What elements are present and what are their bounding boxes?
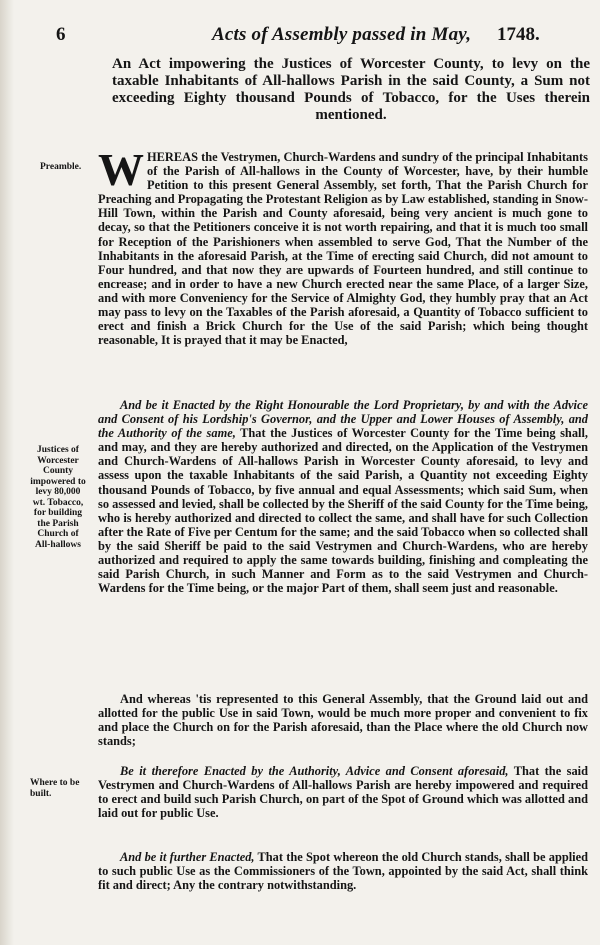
enacting-paragraph [98, 398, 588, 595]
further-paragraph [98, 850, 588, 892]
page-spine-shadow [0, 0, 14, 945]
whereas-paragraph [98, 692, 588, 748]
act-title: An Act impowering the Justices of Worcester County, to levy on the taxable Inhabitants of All-hallows Parish in the said County, a Sum not exceeding Eighty thousand Pounds of Tobacco, for the Uses therein mentioned. [112, 56, 590, 123]
running-year: 1748. [497, 24, 540, 45]
enacting-clause: And be it Enacted by the Right Honourable the Lord Proprietary, by and with the Advice and Consent of his Lordship's Governor, and the Upper and Lower Houses of Assembly, and the Authority of the same, [98, 398, 588, 441]
preamble-paragraph [98, 144, 588, 348]
therefore-paragraph [98, 764, 588, 820]
margin-note-preamble: Preamble. [40, 162, 82, 172]
further-clause: And be it further Enacted, [120, 850, 255, 864]
whereas-text: And whereas 'tis represented to this General Assembly, that the Ground laid out and allotted for the public Use in said Town, would be much more proper and convenient to fix and place the Church on for the Parish aforesaid, than the Place where the old Church now stands; [98, 692, 588, 749]
enacting-text: That the Justices of Worcester County for the Time being shall, and may, and they are hereby authorized and directed, on the Application of the Vestrymen and Church-Wardens of All-hallows Parish in Worcester County aforesaid, to levy and assess upon the taxable Inhabitants of the said Parish, a Quantity not exceeding Eighty thousand Pounds of Tobacco, by five annual and equal Assessments; which said Sum, when so assessed and levied, shall be collected by the Sheriff of the said County for the Time being, who is hereby authorized and directed to collect the same, and shall have for such Collection after the Rate of Five per Centum for the same; and the said Tobacco when so collected shall by the said Sheriff be paid to the said Vestrymen and Church-Wardens, who are hereby authorized and required to apply the same towards building, finishing and compleating the said Parish Church, in such Manner and Form as to the said Vestrymen and Church-Wardens for the Time being, or the major Part of them, shall seem just and reasonable. [98, 426, 588, 596]
therefore-text: That the said Vestrymen and Church-Wardens of All-hallows Parish are hereby impowered and required to erect and build such Parish Church, on part of the Spot of Ground which was allotted and laid out for public Use. [98, 764, 589, 821]
margin-note-where: Where to be built. [30, 778, 80, 799]
dropcap-letter: W [98, 144, 144, 195]
running-title: Acts of Assembly passed in May, [212, 24, 472, 45]
page-header [0, 22, 600, 52]
further-text: That the Spot whereon the old Church stands, shall be applied to such public Use as the Commissioners of the Town, appointed by the said Act, shall think fit and direct; Any the contrary notwithstanding. [98, 850, 589, 893]
preamble-text: HEREAS the Vestrymen, Church-Wardens and sundry of the principal Inhabitants of the Parish of All-hallows in the County of Worcester, have, by their humble Petition to this present General Assembly, set forth, That the Parish Church for Preaching and Propagating the Protestant Religion as by Law established, standing in Snow-Hill Town, within the Parish and County aforesaid, being very ancient is much gone to decay, so that the Petitioners conceive it is not worth repairing, and that it is much too small for Reception of the Parishioners when assembled to serve God, That the Number of the Inhabitants in the aforesaid Parish, at the Time of erecting said Church, did not amount to Four hundred, and that now they are upwards of Fourteen hundred, and still continue to encrease; and in order to have a new Church erected near the same Place, of a larger Size, and with more Conveniency for the Service of Almighty God, they humbly pray that an Act may pass to levy on the Taxables of the Parish aforesaid, a Quantity of Tobacco sufficient to erect and finish a Brick Church for the Use of the said Parish; which being thought reasonable, It is prayed that it may be Enacted, [98, 150, 588, 348]
therefore-clause: Be it therefore Enacted by the Authority, Advice and Consent aforesaid, [120, 764, 509, 778]
page-number: 6 [56, 24, 66, 45]
margin-note-justices: Justices of Worcester County impowered to levy 80,000 wt. Tobacco, for building the Parish Church of All-hallows [30, 445, 86, 550]
